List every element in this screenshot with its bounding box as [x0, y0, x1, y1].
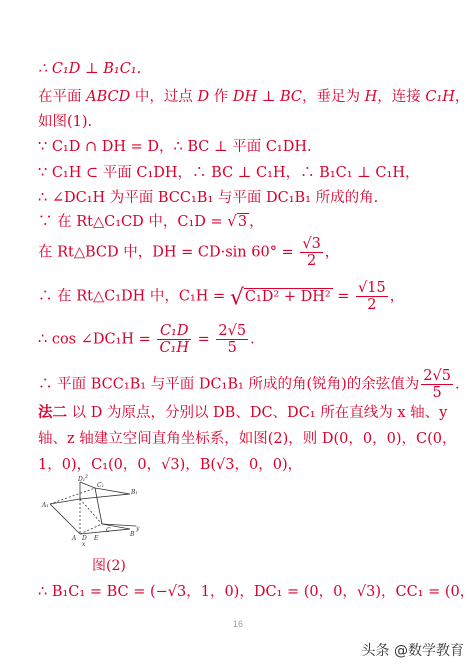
- denominator: 2: [367, 297, 377, 313]
- line-12: [38, 404, 447, 422]
- text-segment: ，: [389, 288, 405, 305]
- text-segment: .: [250, 331, 255, 348]
- text-segment: DH: [232, 89, 258, 105]
- line-9: ∴ 在 Rt△C₁DH 中，C₁H = √C₁D² + DH² = $\frac{√15}{2}$ ，: [38, 280, 405, 313]
- text-segment: BC: [279, 89, 302, 105]
- text-segment: 在 Rt△BCD 中，DH = CD·sin 60° =: [38, 244, 299, 261]
- line-14: [38, 456, 302, 474]
- denominator: 2: [306, 253, 317, 269]
- page-number: 16: [233, 619, 244, 629]
- denominator: C₁H: [159, 340, 189, 356]
- fig-label: A: [72, 535, 77, 542]
- fig-label: D₁: [78, 476, 86, 483]
- text-segment: ⊥: [257, 89, 280, 105]
- fig-label: y: [136, 525, 140, 532]
- method-two-label: 法二: [38, 404, 67, 421]
- text-segment: ∵ 在 Rt△C₁CD 中，C₁D =: [38, 214, 228, 230]
- text-segment: ∴ 平面 BCC₁B₁ 与平面 DC₁B₁ 所成的角(锐角)的余弦值为: [38, 376, 420, 393]
- line-5: [38, 164, 419, 182]
- line-6-text: ∴ ∠DC₁H 为平面 BCC₁B₁ 与平面 DC₁B₁ 所成的角.: [38, 190, 379, 206]
- line-2: [38, 88, 469, 106]
- line-3-text: 如图(1).: [38, 114, 93, 130]
- fraction: [300, 236, 322, 269]
- fig-label: A₁: [42, 502, 49, 509]
- line-1-text: ∴ C₁D ⊥ B₁C₁.: [38, 61, 142, 77]
- fraction: [421, 368, 453, 401]
- numerator: √3: [302, 236, 321, 252]
- geometry-figure: [40, 474, 140, 546]
- fig-label: B: [130, 531, 135, 538]
- numerator: 2√5: [423, 368, 451, 384]
- text-segment: 以 D 为原点，分别以 DB、DC、DC₁ 所在直线为 x 轴、y: [67, 405, 448, 421]
- fraction: [356, 280, 388, 313]
- fig-label: x: [82, 541, 86, 546]
- line-4: [38, 138, 312, 156]
- text-segment: ∴ 在 Rt△C₁DH 中，C₁H =: [38, 288, 230, 305]
- figure-caption: 图(2): [92, 558, 126, 574]
- text-segment: ABCD: [86, 89, 131, 105]
- fig-label: B₁: [131, 489, 138, 496]
- line-10: [38, 323, 255, 356]
- fraction: [216, 323, 248, 356]
- line-15-text: ∴ B₁C₁ = BC = (−√3，1，0)，DC₁ = (0，0，√3)，CC₁ = (0，: [38, 584, 474, 600]
- fig-label: C: [106, 527, 111, 534]
- text-segment: ，: [249, 214, 264, 230]
- line-8: [38, 236, 339, 269]
- text-segment: =: [193, 331, 215, 348]
- fig-label: C₁: [97, 482, 104, 489]
- line-15: [38, 583, 474, 601]
- fig-label: z: [85, 474, 89, 480]
- text-segment: =: [332, 288, 355, 305]
- sqrt-value: C₁D² + DH²: [244, 288, 331, 305]
- line-14-text: 1，0)，C₁(0，0，√3)，B(√3，0，0)，: [38, 457, 303, 473]
- fig-label: E: [94, 535, 99, 542]
- text-segment: C₁H: [425, 89, 455, 105]
- numerator: C₁D: [157, 323, 191, 340]
- text-segment: 作: [209, 89, 233, 105]
- text-segment: D: [197, 89, 210, 105]
- line-4-text: ∵ C₁D ∩ DH = D，∴ BC ⊥ 平面 C₁DH.: [38, 139, 312, 155]
- text-segment: ∴ cos ∠DC₁H =: [38, 331, 156, 348]
- watermark: 头条 @数学教育: [361, 643, 464, 659]
- sqrt-value: 3: [237, 214, 248, 230]
- text-segment: .: [454, 376, 460, 393]
- fig-label: D: [82, 535, 87, 542]
- line-6: [38, 189, 378, 207]
- text-segment: 中，过点: [130, 89, 198, 105]
- line-13: [38, 430, 457, 448]
- line-1: [38, 60, 141, 78]
- text-segment: 在平面: [38, 89, 87, 105]
- text-segment: ，垂足为: [301, 89, 365, 105]
- text-segment: ，连接: [377, 89, 426, 105]
- denominator: 5: [432, 385, 442, 401]
- text-segment: ，: [324, 244, 340, 261]
- numerator: √15: [358, 280, 386, 296]
- text-segment: H: [364, 89, 378, 105]
- line-7: ∵ 在 Rt△C₁CD 中，C₁D = √3 ，: [38, 212, 264, 230]
- numerator: 2√5: [218, 323, 247, 339]
- line-3: [38, 113, 92, 131]
- fraction: [157, 323, 191, 356]
- line-5-text: ∵ C₁H ⊂ 平面 C₁DH，∴ BC ⊥ C₁H，∴ B₁C₁ ⊥ C₁H，: [38, 165, 420, 181]
- denominator: 5: [227, 340, 237, 356]
- line-13-text: 轴、z 轴建立空间直角坐标系，如图(2)，则 D(0，0，0)，C(0，: [38, 431, 457, 447]
- line-11: [38, 368, 460, 401]
- text-segment: ，: [454, 89, 470, 105]
